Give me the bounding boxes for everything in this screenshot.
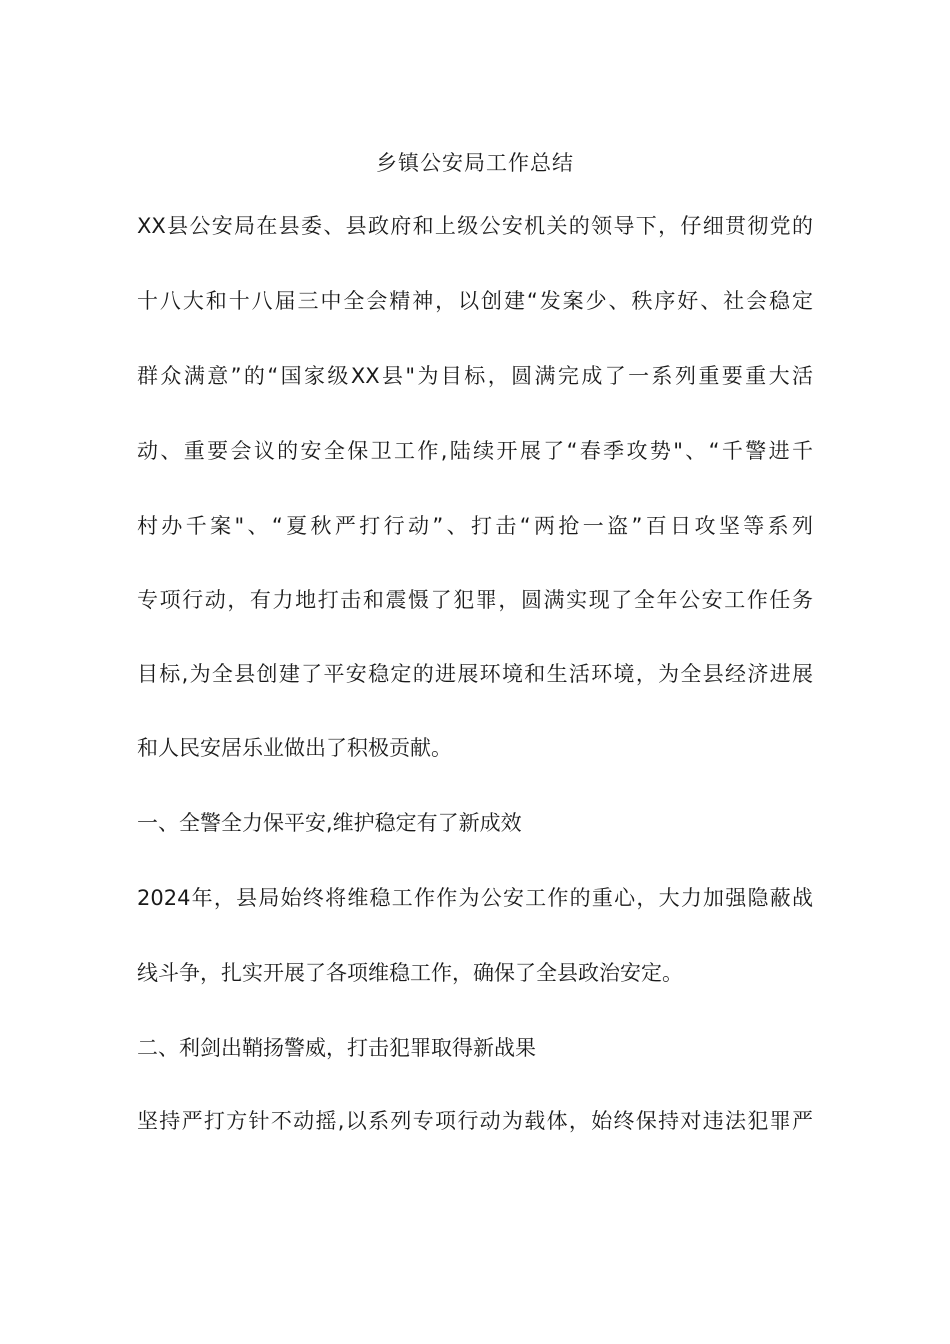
text-line: 线斗争，扎实开展了各项维稳工作，确保了全县政治安定。 — [137, 961, 683, 985]
document-title: 乡镇公安局工作总结 — [376, 151, 574, 175]
text-line: 专项行动，有力地打击和震慑了犯罪，圆满实现了全年公安工作任务 — [137, 588, 813, 612]
text-line: 动、重要会议的安全保卫工作,陆续开展了“春季攻势"、“千警进千 — [137, 439, 813, 463]
section-heading: 二、利剑出鞘扬警威，打击犯罪取得新战果 — [137, 1036, 536, 1060]
text-line: 村办千案"、“夏秋严打行动”、打击“两抢一盗”百日攻坚等系列 — [137, 514, 813, 538]
text-line: 和人民安居乐业做出了积极贡献。 — [137, 736, 452, 760]
section-heading: 一、全警全力保平安,维护稳定有了新成效 — [137, 811, 522, 835]
text-line: 十八大和十八届三中全会精神，以创建“发案少、秩序好、社会稳定 — [137, 289, 813, 313]
text-line: 目标,为全县创建了平安稳定的进展环境和生活环境，为全县经济进展 — [137, 662, 813, 686]
text-line: 群众满意”的“国家级XX县"为目标，圆满完成了一系列重要重大活 — [137, 364, 813, 388]
text-line: XX县公安局在县委、县政府和上级公安机关的领导下，仔细贯彻党的 — [137, 214, 813, 238]
text-line: 2024年，县局始终将维稳工作作为公安工作的重心，大力加强隐蔽战 — [137, 886, 813, 910]
text-line: 坚持严打方针不动摇,以系列专项行动为载体，始终保持对违法犯罪严 — [137, 1109, 813, 1133]
